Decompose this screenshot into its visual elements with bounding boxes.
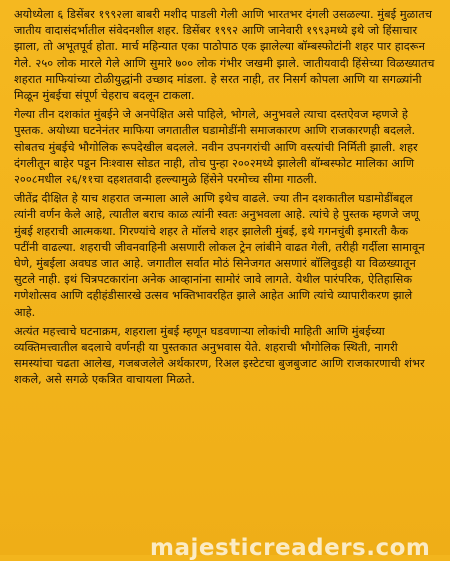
paragraph-2: गेल्या तीन दशकांत मुंबईने जे अनपेक्षित असे पाहिले, भोगले, अनुभवले त्याचा दस्तऐवज म्हणजे हे पुस्तक. अयोध्या घटनेनंतर माफिया जगतातील घडामोडींनी समाजकारण आणि राजकारणही बदलले. सोबतच मुंबईचे भौगोलिक रूपदेखील बदलले. नवीन उपनगरांची आणि वस्त्यांची निर्मिती झाली. शहर दंगलीतून बाहेर पडून निःश्वास सोडत नाही, तोच पुन्हा २००२मध्ये झालेली बॉम्बस्फोट मालिका आणि २००८मधील २६/११चा दहशतवादी हल्ल्यामुळे हिंसेने परमोच्च सीमा गाठली. [14,108,418,187]
paragraph-3: जीतेंद्र दीक्षित हे याच शहरात जन्माला आले आणि इथेच वाढले. ज्या तीन दशकातील घडामोडींबद्दल त्यांनी वर्णन केले आहे, त्यातील बराच काळ त्यांनी स्वतः अनुभवला आहे. त्यांचे हे पुस्तक म्हणजे जणू मुंबई शहराची आत्मकथा. गिरण्यांचे शहर ते मॉलचे शहर झालेली मुंबई, इथे गगनचुंबी इमारती कैक पटींनी वाढल्या. शहराची जीवनवाहिनी असणारी लोकल ट्रेन लांबीने वाढत गेली, तरीही गर्दीला सामावून घेणे, मुंबईला अवघड जात आहे. जगातील सर्वात मोठं सिनेजगत असणारं बॉलिवुडही या विळख्यातून सुटले नाही. इथं चित्रपटकारांना अनेक आव्हानांना सामोरं जावे लागते. येथील पारंपरिक, ऐतिहासिक गणेशोत्सव आणि दहीहंडीसारखे उत्सव भक्तिभावरहित झाले आहेत आणि त्यांचे व्यापारीकरण झाले आहे. [14,192,425,319]
paragraph-1: अयोध्येला ६ डिसेंबर १९९२ला बाबरी मशीद पाडली गेली आणि भारतभर दंगली उसळल्या. मुंबई मुळातच जातीय वादासंदर्भातील संवेदनशील शहर. डिसेंबर १९९२ आणि जानेवारी १९९३मध्ये इथे जो हिंसाचार झाला, तो अभूतपूर्व होता. मार्च महिन्यात एका पाठोपाठ एक झालेल्या बॉम्बस्फोटांनी शहर पार हादरून गेले. २५० लोक मारले गेले आणि सुमारे ७०० लोक गंभीर जखमी झाले. जातीयवादी हिंसेच्या विळख्यातच शहरात माफियांच्या टोळीयुद्धांनी उच्छाद मांडला. हे सरत नाही, तर निसर्ग कोपला आणि या सगळ्यांनी मिळून मुंबईचा संपूर्ण चेहराच बदलून टाकला. [14,8,435,103]
watermark: majesticreaders.com [150,535,431,561]
paragraph-4: अत्यंत महत्त्वाचे घटनाक्रम, शहराला मुंबई म्हणून घडवणाऱ्या लोकांची माहिती आणि मुंबईच्या व्यक्तिमत्त्वातील बदलाचे वर्णनही या पुस्तकात अनुभवास येते. शहराची भौगोलिक स्थिती, नागरी समस्यांचा चढता आलेख, गजबजलेले अर्थकारण, रिअल इस्टेटचा बुजबुजाट आणि राजकारणाची शंभर शकले, असे सगळे एकत्रित वाचायला मिळते. [14,324,425,387]
